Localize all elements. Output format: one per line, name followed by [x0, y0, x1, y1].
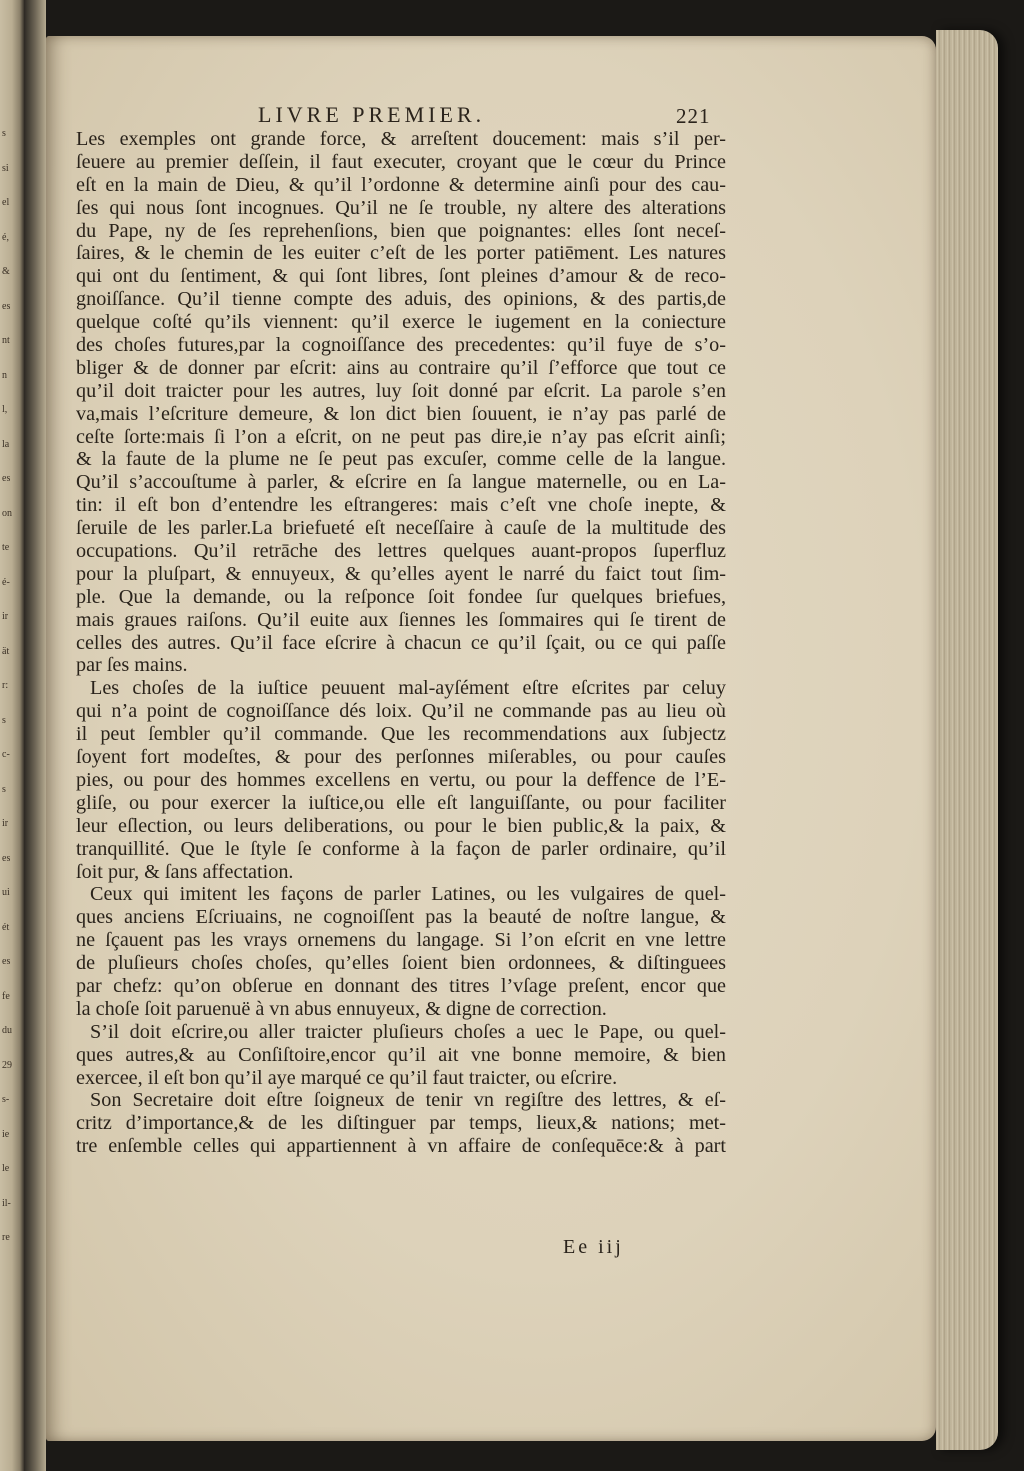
previous-page-fragment: é- [2, 576, 10, 588]
text-line: ne ſçauent pas les vrays ornemens du langage. Si l’on eſcrit en vne lettre [76, 929, 726, 952]
text-line: & la faute de la plume ne ſe peut pas excuſer, comme celle de la langue. [76, 448, 726, 471]
text-line: qui ont du ſentiment, & qui ſont libres, ſont pleines d’amour & de reco- [76, 265, 726, 288]
previous-page-fragment: ir [2, 611, 9, 622]
text-line: de pluſieurs choſes choſes, qu’elles ſoient bien ordonnees, & diſtinguees [76, 952, 726, 975]
previous-page-fragment: s [2, 128, 6, 139]
text-line: ſaires, & le chemin de les euiter c’eſt de les porter patiēment. Les natures [76, 242, 726, 265]
previous-page-fragment: fe [2, 990, 10, 1002]
previous-page-fragment: s [2, 714, 6, 726]
text-line: ſeruile de les parler.La briefueté eſt neceſſaire à cauſe de la multitude des [76, 517, 726, 540]
paragraph [76, 883, 726, 1020]
text-line: Les choſes de la iuſtice peuuent mal-ayſément eſtre eſcrites par celuy [90, 677, 726, 700]
text-line: celles des autres. Qu’il face eſcrire à chacun ce qu’il ſçait, ou ce qui paſſe [76, 631, 726, 654]
previous-page-fragment: si [2, 162, 9, 174]
previous-page-fragment: nt [2, 335, 10, 346]
previous-page-fragment: es [2, 300, 11, 312]
previous-page-fragment: ir [2, 818, 9, 829]
text-line: va,mais l’eſcriture demeure, & lon dict bien ſouuent, ie n’ay pas parlé de [76, 402, 726, 425]
text-line: Son Secretaire doit eſtre ſoigneux de tenir vn regiſtre des lettres, & eſ- [90, 1089, 726, 1112]
text-line: ſoit pur, & ſans affectation. [76, 860, 294, 883]
text-line: ceſte ſorte:mais ſi l’on a eſcrit, on ne peut pas dire,ie n’ay pas eſcrit ainſi; [76, 425, 726, 448]
previous-page-fragment: re [2, 1232, 10, 1243]
previous-page-fragment: c- [2, 749, 10, 760]
previous-page-fragment: du [2, 1025, 12, 1036]
previous-page-fragment: on [2, 507, 12, 519]
previous-page-fragment: es [2, 473, 11, 484]
running-head: LIVRE PREMIER. [258, 102, 486, 127]
text-line: eſt en la main de Dieu, & qu’il l’ordonne & determine ainſi pour des cau- [76, 173, 726, 196]
text-line: qu’il doit traicter pour les autres, luy ſoit donné par eſcrit. La parole s’en [76, 379, 726, 402]
text-line: ſeuere au premier deſſein, il faut executer, croyant que le cœur du Prince [76, 150, 726, 173]
text-body [76, 128, 726, 1158]
text-line: la choſe ſoit paruenuë à vn abus ennuyeux, & digne de correction. [76, 997, 607, 1020]
paragraph [76, 677, 726, 883]
paragraph [76, 128, 726, 677]
previous-page-fragment: ie [2, 1128, 10, 1140]
text-line: ſes qui nous ſont incognues. Qu’il ne ſe trouble, ny altere des alterations [76, 196, 726, 219]
previous-page-fragment: n [2, 369, 7, 381]
text-line: Les exemples ont grande force, & arreſtent doucement: mais s’il per- [76, 128, 726, 150]
previous-page-fragment: ui [2, 887, 10, 898]
text-line: des choſes futures,par la cognoiſſance des precedentes: qu’il fuye de s’o- [76, 334, 726, 357]
text-line: quelque coſté qu’ils viennent: qu’il exerce le iugement en la coniecture [76, 311, 726, 334]
text-line: mais graues raiſons. Qu’il euite aux ſiennes les ſommaires qui ſe tirent de [76, 608, 726, 631]
text-line: par chefz: qu’on obſerue en donnant des titres l’vſage preſent, encor que [76, 974, 726, 997]
text-line: qui n’a point de cognoiſſance dés loix. Qu’il ne commande pas au lieu où [76, 700, 726, 723]
paragraph [76, 1089, 726, 1158]
previous-page-fragment: ät [2, 645, 10, 657]
text-line: du Pape, ny de ſes reprehenſions, bien que poignantes: elles ſont neceſ- [76, 219, 726, 242]
previous-page-fragment: el [2, 197, 10, 208]
text-line: ple. Que la demande, ou la reſponce ſoit fondee ſur quelques briefues, [76, 585, 726, 608]
previous-page-fragment: es [2, 956, 11, 967]
catchword: Ee iij [563, 1236, 624, 1258]
text-line: tin: il eſt bon d’entendre les eſtrangeres: mais c’eſt vne choſe inepte, & [76, 494, 726, 517]
text-line: leur eſlection, ou leurs deliberations, ou pour le bien public,& la paix, & [76, 814, 726, 837]
text-line: S’il doit eſcrire,ou aller traicter pluſieurs choſes a uec le Pape, ou quel- [90, 1020, 726, 1043]
book-gutter [24, 0, 46, 1471]
previous-page-fragment: 29 [2, 1059, 12, 1071]
text-line: ſoyent fort modeſtes, & pour des perſonnes miſerables, ou pour cauſes [76, 746, 726, 769]
paragraph [76, 1021, 726, 1090]
text-line: pour la pluſpart, & ennuyeux, & qu’elles ayent le narré du faict tout ſim- [76, 562, 726, 585]
previous-page-fragment: & [2, 266, 10, 277]
previous-page-fragment: r: [2, 680, 9, 691]
previous-page-fragment: s- [2, 1094, 10, 1105]
previous-page-fragment: l, [2, 404, 8, 415]
text-line: ques anciens Eſcriuains, ne cognoiſſent pas la beauté de noſtre langue, & [76, 906, 726, 929]
page-block-edge [936, 30, 998, 1450]
previous-page-fragment: la [2, 438, 10, 450]
text-line: pies, ou pour des hommes excellens en vertu, ou pour la deffence de l’E- [76, 768, 726, 791]
text-line: gnoiſſance. Qu’il tienne compte des aduis, des opinions, & des partis,de [76, 288, 726, 311]
previous-page-fragment: s [2, 783, 6, 795]
previous-page-fragment: ét [2, 921, 10, 933]
text-line: Ceux qui imitent les façons de parler Latines, ou les vulgaires de quel- [90, 883, 726, 906]
previous-page-edge [0, 0, 24, 1471]
previous-page-fragment: es [2, 852, 11, 864]
previous-page-fragment: é, [2, 231, 9, 243]
text-line: tranquillité. Que le ſtyle ſe conforme à la façon de parler ordinaire, qu’il [76, 837, 726, 860]
text-line: ques autres,& au Conſiſtoire,encor qu’il ait vne bonne memoire, & bien [76, 1043, 726, 1066]
text-line: Qu’il s’accouſtume à parler, & eſcrire en ſa langue maternelle, ou en La- [76, 471, 726, 494]
previous-page-fragment: te [2, 542, 10, 553]
text-line: par ſes mains. [76, 654, 188, 677]
text-line: bliger & de donner par eſcrit: ains au contraire qu’il ſ’efforce que tout ce [76, 356, 726, 379]
page-number: 221 [676, 104, 711, 128]
text-line: il peut ſembler qu’il commande. Que les recommendations aux ſubjectz [76, 723, 726, 746]
text-line: gliſe, ou pour exercer la iuſtice,ou elle eſt languiſſante, ou pour faciliter [76, 791, 726, 814]
text-line: exercee, il eſt bon qu’il aye marqué ce qu’il faut traicter, ou eſcrire. [76, 1066, 618, 1089]
text-line: tre enſemble celles qui appartiennent à vn affaire de conſequēce:& à part [76, 1135, 726, 1158]
previous-page-fragment: il- [2, 1197, 11, 1209]
previous-page-fragment: le [2, 1163, 10, 1174]
text-line: occupations. Qu’il retrāche des lettres quelques auant-propos ſuperfluz [76, 540, 726, 563]
text-line: critz d’importance,& de les diſtinguer par temps, lieux,& nations; met- [76, 1112, 726, 1135]
